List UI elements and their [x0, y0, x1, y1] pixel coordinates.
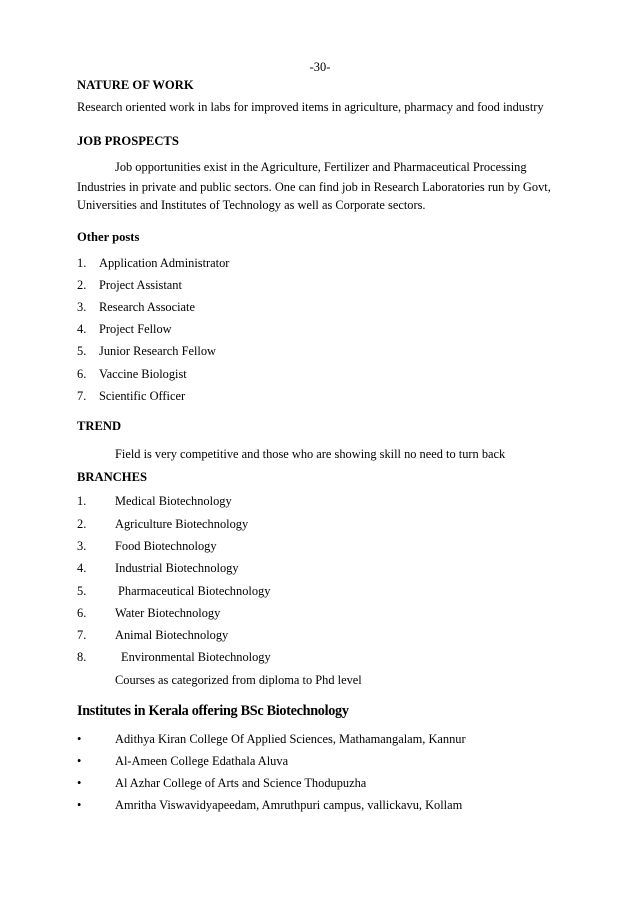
- list-number: 8.: [77, 650, 87, 664]
- list-item: [77, 798, 462, 813]
- bullet-icon: •: [77, 798, 82, 812]
- nature-of-work-heading: NATURE OF WORK: [77, 78, 194, 92]
- list-text: Amritha Viswavidyapeedam, Amruthpuri campus, vallickavu, Kollam: [115, 798, 463, 812]
- list-number: 1.: [77, 256, 87, 270]
- job-prospects-line-1: Job opportunities exist in the Agriculture, Fertilizer and Pharmaceutical Processing: [115, 160, 527, 174]
- list-item: [77, 278, 182, 293]
- bullet-icon: •: [77, 732, 82, 746]
- list-text: Research Associate: [99, 300, 195, 314]
- list-text: Industrial Biotechnology: [115, 561, 239, 575]
- list-item: [77, 322, 172, 337]
- list-item: [77, 584, 270, 599]
- list-item: [77, 754, 288, 769]
- list-number: 4.: [77, 322, 87, 336]
- list-item: [77, 732, 466, 747]
- list-number: 3.: [77, 539, 87, 553]
- trend-heading: TREND: [77, 419, 122, 433]
- list-text: Agriculture Biotechnology: [115, 517, 249, 531]
- list-item: [77, 776, 366, 791]
- trend-text: Field is very competitive and those who are showing skill no need to turn back: [115, 447, 506, 461]
- list-item: [77, 628, 228, 643]
- nature-of-work-text: Research oriented work in labs for improved items in agriculture, pharmacy and food industry: [77, 100, 544, 114]
- branches-note: Courses as categorized from diploma to Phd level: [115, 673, 362, 687]
- list-number: 6.: [77, 606, 87, 620]
- list-text: Project Fellow: [99, 322, 172, 336]
- list-item: [77, 256, 229, 271]
- job-prospects-heading: JOB PROSPECTS: [77, 134, 179, 148]
- list-text: Scientific Officer: [99, 389, 186, 403]
- list-text: Vaccine Biologist: [99, 367, 187, 381]
- list-item: [77, 606, 220, 621]
- list-number: 4.: [77, 561, 87, 575]
- list-number: 3.: [77, 300, 87, 314]
- list-item: [77, 561, 239, 576]
- list-item: [77, 650, 271, 665]
- list-number: 5.: [77, 344, 87, 358]
- bullet-icon: •: [77, 776, 82, 790]
- list-text: Medical Biotechnology: [115, 494, 232, 508]
- list-item: [77, 517, 248, 532]
- list-item: [77, 389, 185, 404]
- list-item: [77, 494, 232, 509]
- list-text: Project Assistant: [99, 278, 182, 292]
- list-text: Pharmaceutical Biotechnology: [118, 584, 271, 598]
- list-number: 7.: [77, 628, 87, 642]
- list-number: 2.: [77, 278, 87, 292]
- list-item: [77, 300, 195, 315]
- job-prospects-line-2: Industries in private and public sectors. One can find job in Research Laboratories run by Govt,: [77, 180, 551, 194]
- page-number: -30-: [309, 60, 331, 74]
- list-item: [77, 367, 187, 382]
- list-number: 2.: [77, 517, 87, 531]
- bullet-icon: •: [77, 754, 82, 768]
- list-number: 5.: [77, 584, 87, 598]
- list-text: Al-Ameen College Edathala Aluva: [115, 754, 289, 768]
- list-text: Environmental Biotechnology: [121, 650, 271, 664]
- list-text: Adithya Kiran College Of Applied Sciences, Mathamangalam, Kannur: [115, 732, 466, 746]
- list-text: Water Biotechnology: [115, 606, 221, 620]
- institutes-heading: Institutes in Kerala offering BSc Biotechnology: [77, 703, 349, 719]
- list-item: [77, 344, 216, 359]
- list-text: Food Biotechnology: [115, 539, 217, 553]
- branches-heading: BRANCHES: [77, 470, 147, 484]
- list-text: Animal Biotechnology: [115, 628, 229, 642]
- list-number: 1.: [77, 494, 87, 508]
- job-prospects-line-3: Universities and Institutes of Technology as well as Corporate sectors.: [77, 198, 426, 212]
- list-text: Application Administrator: [99, 256, 230, 270]
- list-number: 7.: [77, 389, 87, 403]
- other-posts-heading: Other posts: [77, 230, 140, 244]
- list-item: [77, 539, 217, 554]
- list-number: 6.: [77, 367, 87, 381]
- list-text: Junior Research Fellow: [99, 344, 216, 358]
- list-text: Al Azhar College of Arts and Science Thodupuzha: [115, 776, 367, 790]
